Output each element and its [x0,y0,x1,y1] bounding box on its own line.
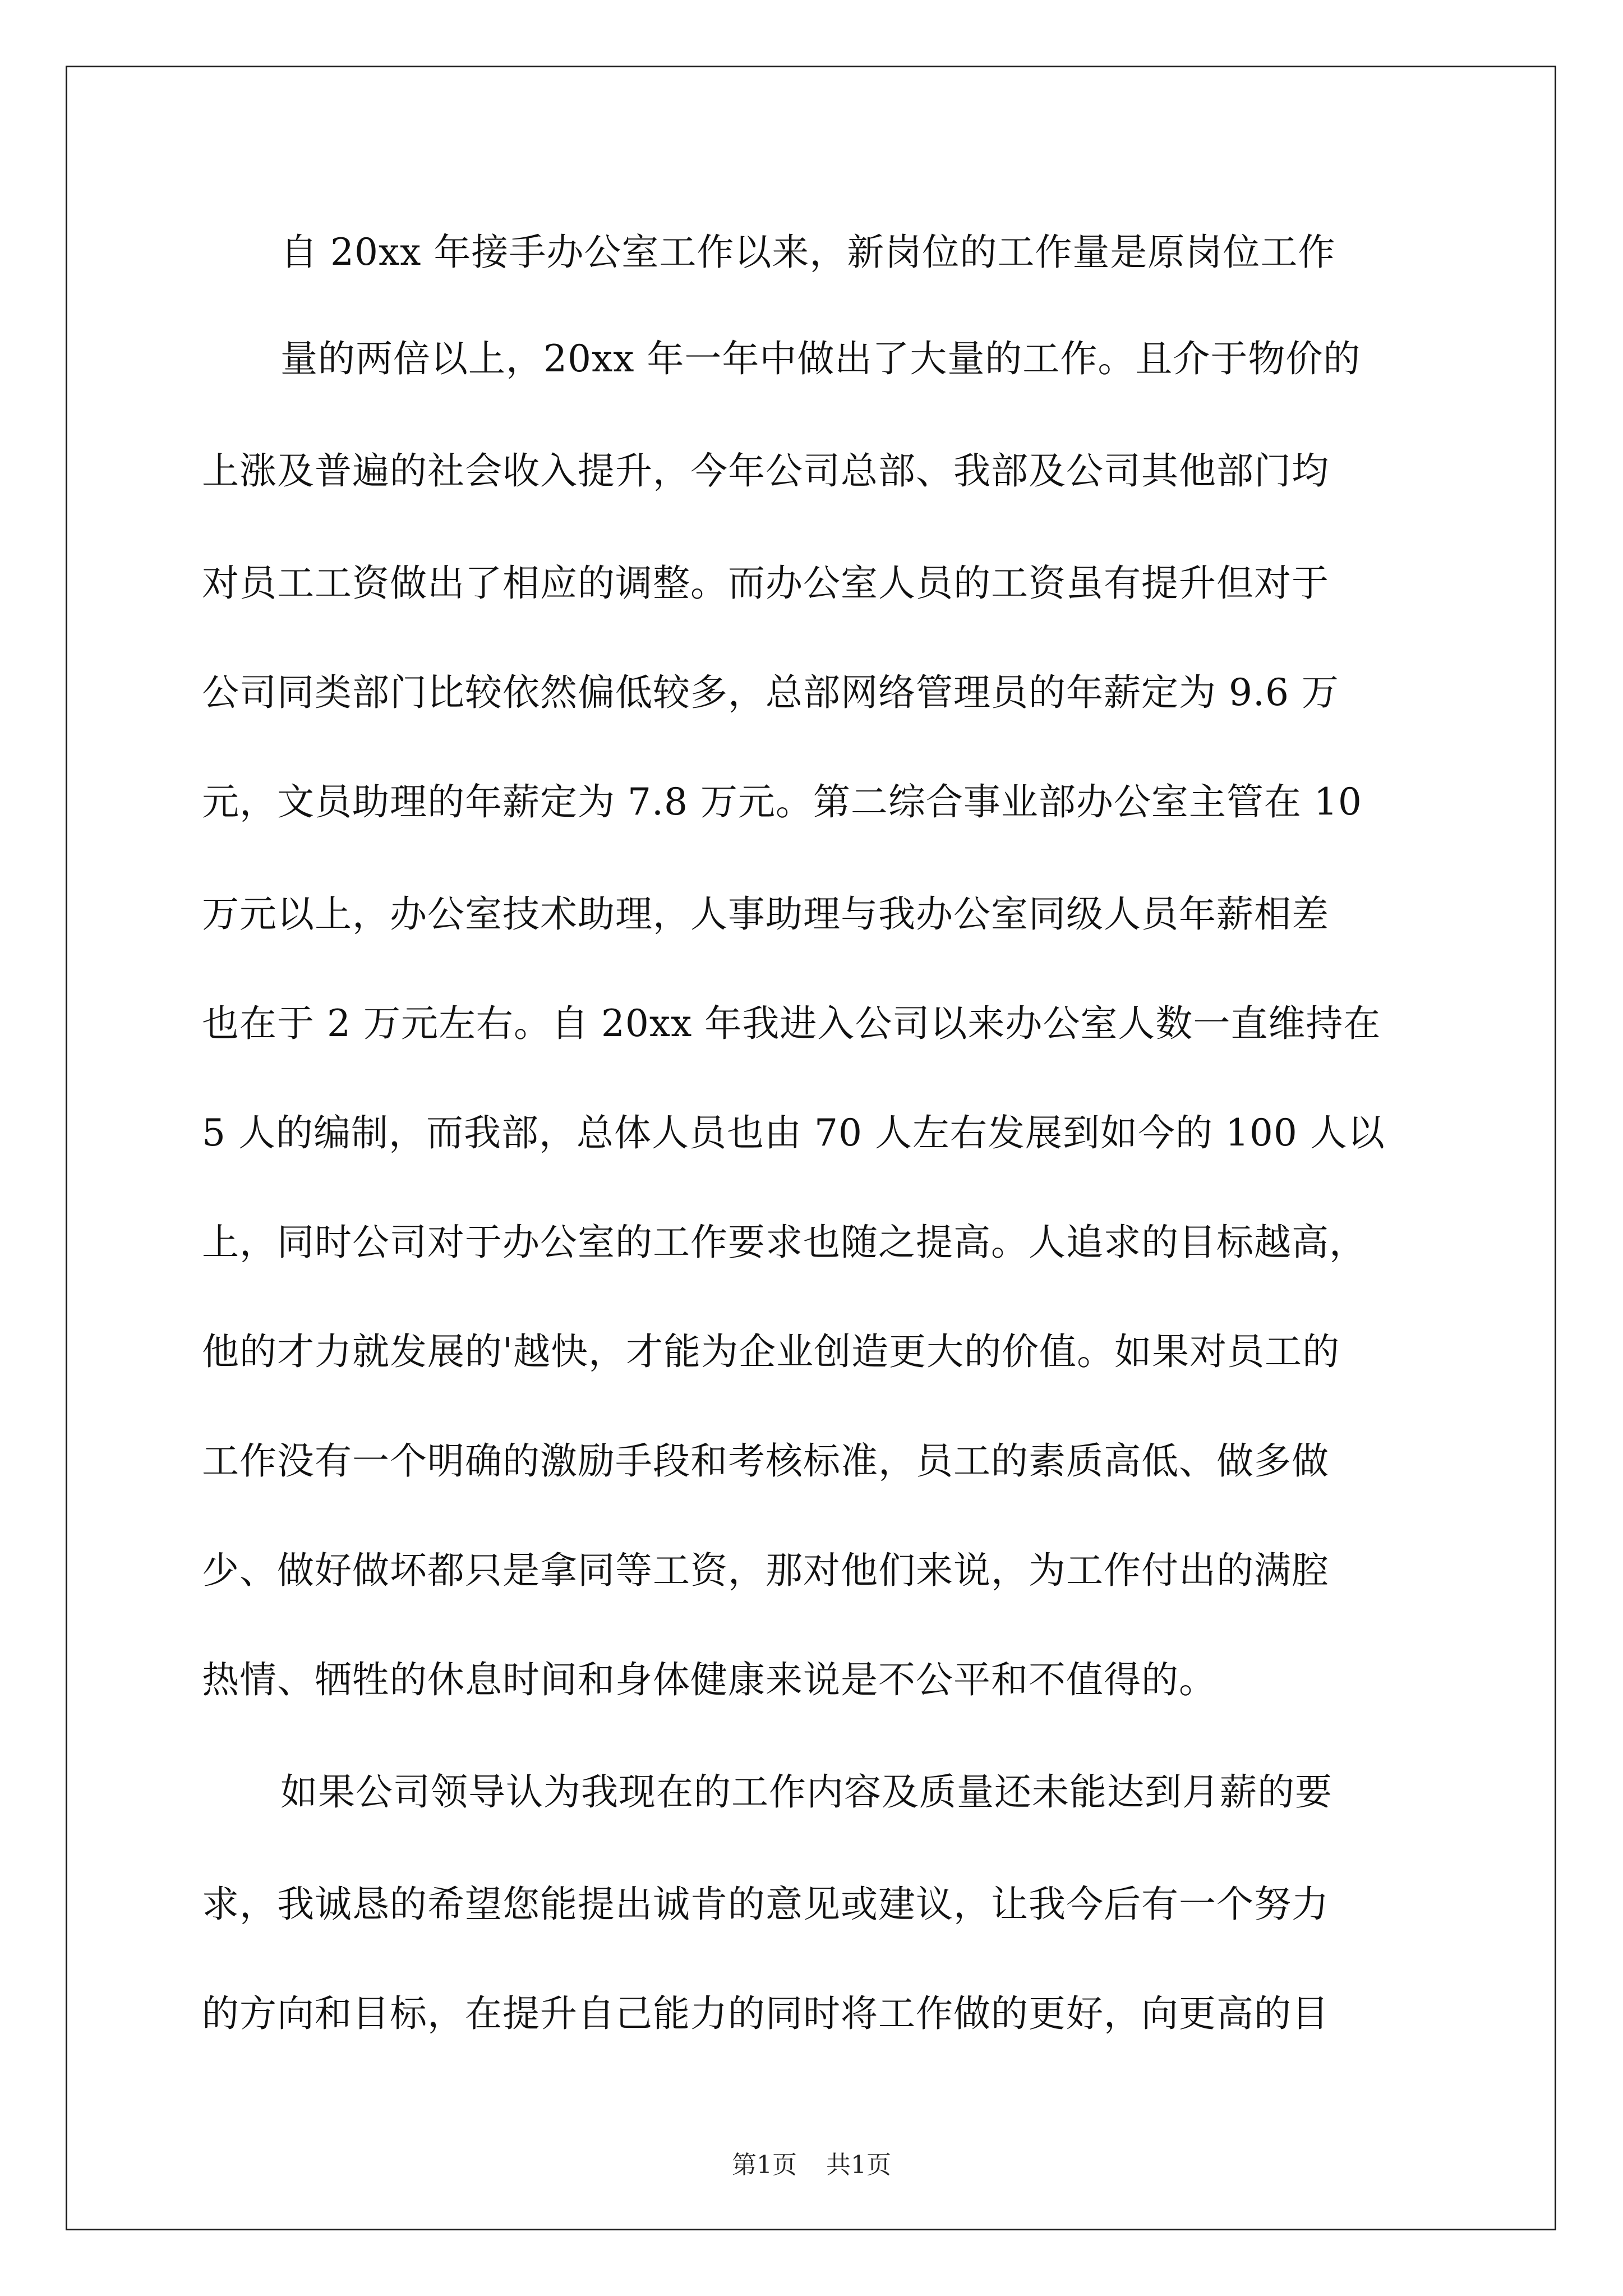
page-number: 第1页 [732,2151,797,2179]
paragraph-line: 的方向和目标，在提升自己能力的同时将工作做的更好，向更高的目 [202,1992,1329,2035]
paragraph-line: 上，同时公司对于办公室的工作要求也随之提高。人追求的目标越高， [202,1221,1367,1264]
paragraph-line: 工作没有一个明确的激励手段和考核标准，员工的素质高低、做多做 [202,1439,1329,1483]
paragraph-line: 万元以上，办公室技术助理，人事助理与我办公室同级人员年薪相差 [202,892,1329,936]
paragraph-line: 5 人的编制，而我部，总体人员也由 70 人左右发展到如今的 100 人以 [202,1111,1385,1154]
paragraph-line: 他的才力就发展的'越快，才能为企业创造更大的价值。如果对员工的 [202,1330,1340,1373]
paragraph-line: 对员工工资做出了相应的调整。而办公室人员的工资虽有提升但对于 [202,562,1329,605]
paragraph-line: 求，我诚恳的希望您能提出诚肯的意见或建议，让我今后有一个努力 [202,1883,1329,1926]
paragraph-line: 热情、牺牲的休息时间和身体健康来说是不公平和不值得的。 [202,1658,1216,1701]
page-footer [0,2148,1623,2182]
page-total: 共1页 [826,2151,891,2179]
paragraph-line: 自 20xx 年接手办公室工作以来，新岗位的工作量是原岗位工作 [280,231,1336,274]
paragraph-line: 少、做好做坏都只是拿同等工资，那对他们来说，为工作付出的满腔 [202,1549,1329,1592]
paragraph-line: 如果公司领导认为我现在的工作内容及质量还未能达到月薪的要 [280,1770,1332,1814]
paragraph-line: 也在于 2 万元左右。自 20xx 年我进入公司以来办公室人数一直维持在 [202,1002,1381,1045]
paragraph-line: 上涨及普遍的社会收入提升，今年公司总部、我部及公司其他部门均 [202,449,1329,493]
paragraph-line: 公司同类部门比较依然偏低较多，总部网络管理员的年薪定为 9.6 万 [202,671,1339,714]
paragraph-line: 量的两倍以上，20xx 年一年中做出了大量的工作。且介于物价的 [280,337,1361,380]
paragraph-line: 元，文员助理的年薪定为 7.8 万元。第二综合事业部办公室主管在 10 [202,780,1362,823]
